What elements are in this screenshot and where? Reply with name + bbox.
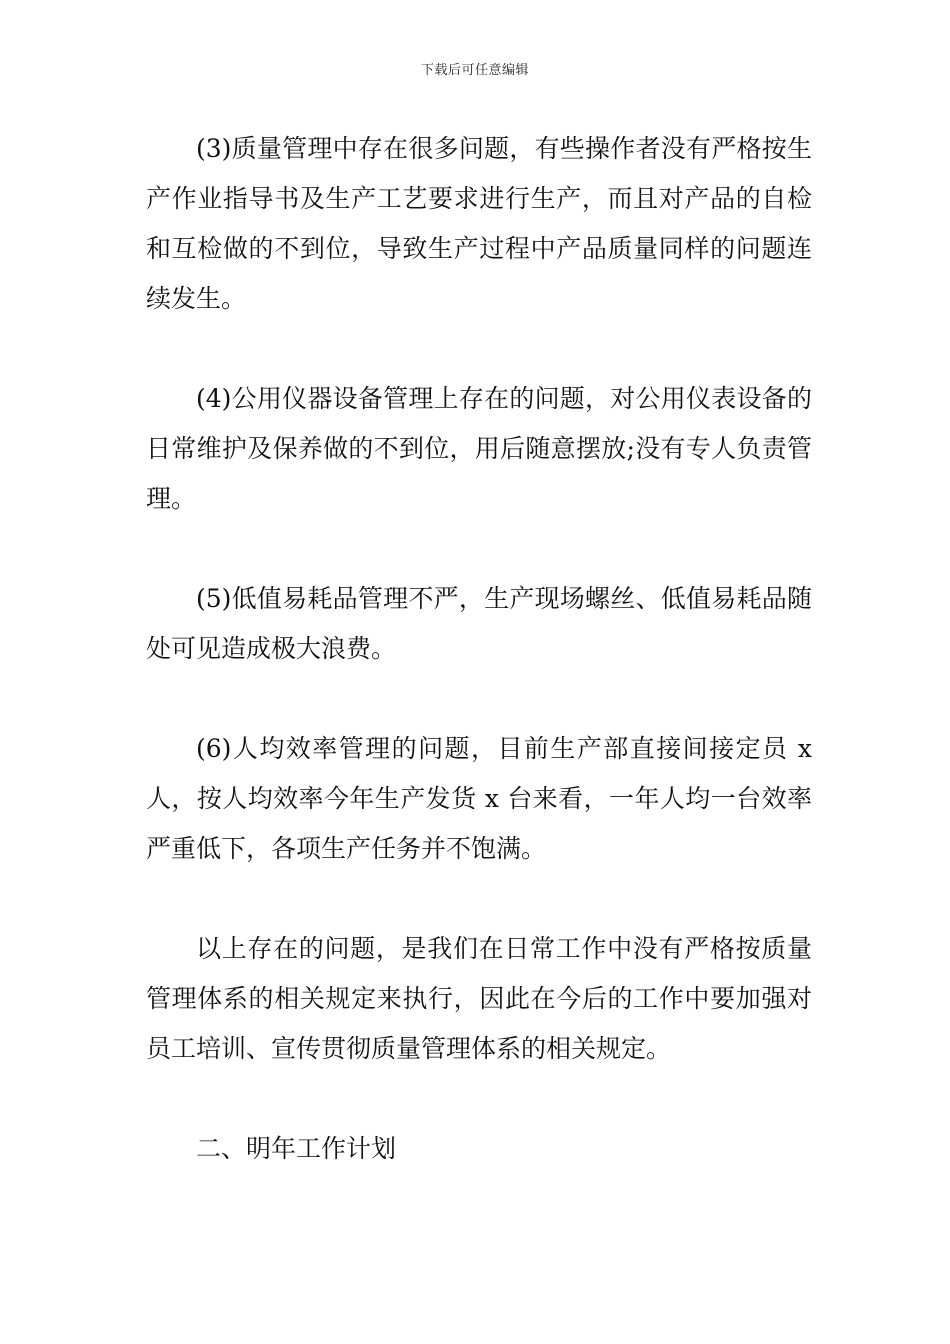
paragraph-efficiency-issues: (6)人均效率管理的问题，目前生产部直接间接定员 x 人，按人均效率今年生产发货 x 台来看，一年人均一台效率严重低下，各项生产任务并不饱满。: [146, 734, 812, 863]
paragraph-consumables-issues: (5)低值易耗品管理不严，生产现场螺丝、低值易耗品随处可见造成极大浪费。: [146, 584, 812, 663]
document-body: [146, 124, 812, 1224]
paragraph-quality-issues: (3)质量管理中存在很多问题，有些操作者没有严格按生产作业指导书及生产工艺要求进行生产，而且对产品的自检和互检做的不到位，导致生产过程中产品质量同样的问题连续发生。: [146, 134, 812, 313]
paragraph-equipment-issues: (4)公用仪器设备管理上存在的问题，对公用仪表设备的日常维护及保养做的不到位，用后随意摆放;没有专人负责管理。: [146, 384, 812, 513]
paragraph-summary: 以上存在的问题，是我们在日常工作中没有严格按质量管理体系的相关规定来执行，因此在今后的工作中要加强对员工培训、宣传贯彻质量管理体系的相关规定。: [146, 934, 812, 1063]
page-header-note: 下载后可任意编辑: [420, 63, 529, 78]
section-heading-next-year-plan: 二、明年工作计划: [196, 1134, 397, 1163]
